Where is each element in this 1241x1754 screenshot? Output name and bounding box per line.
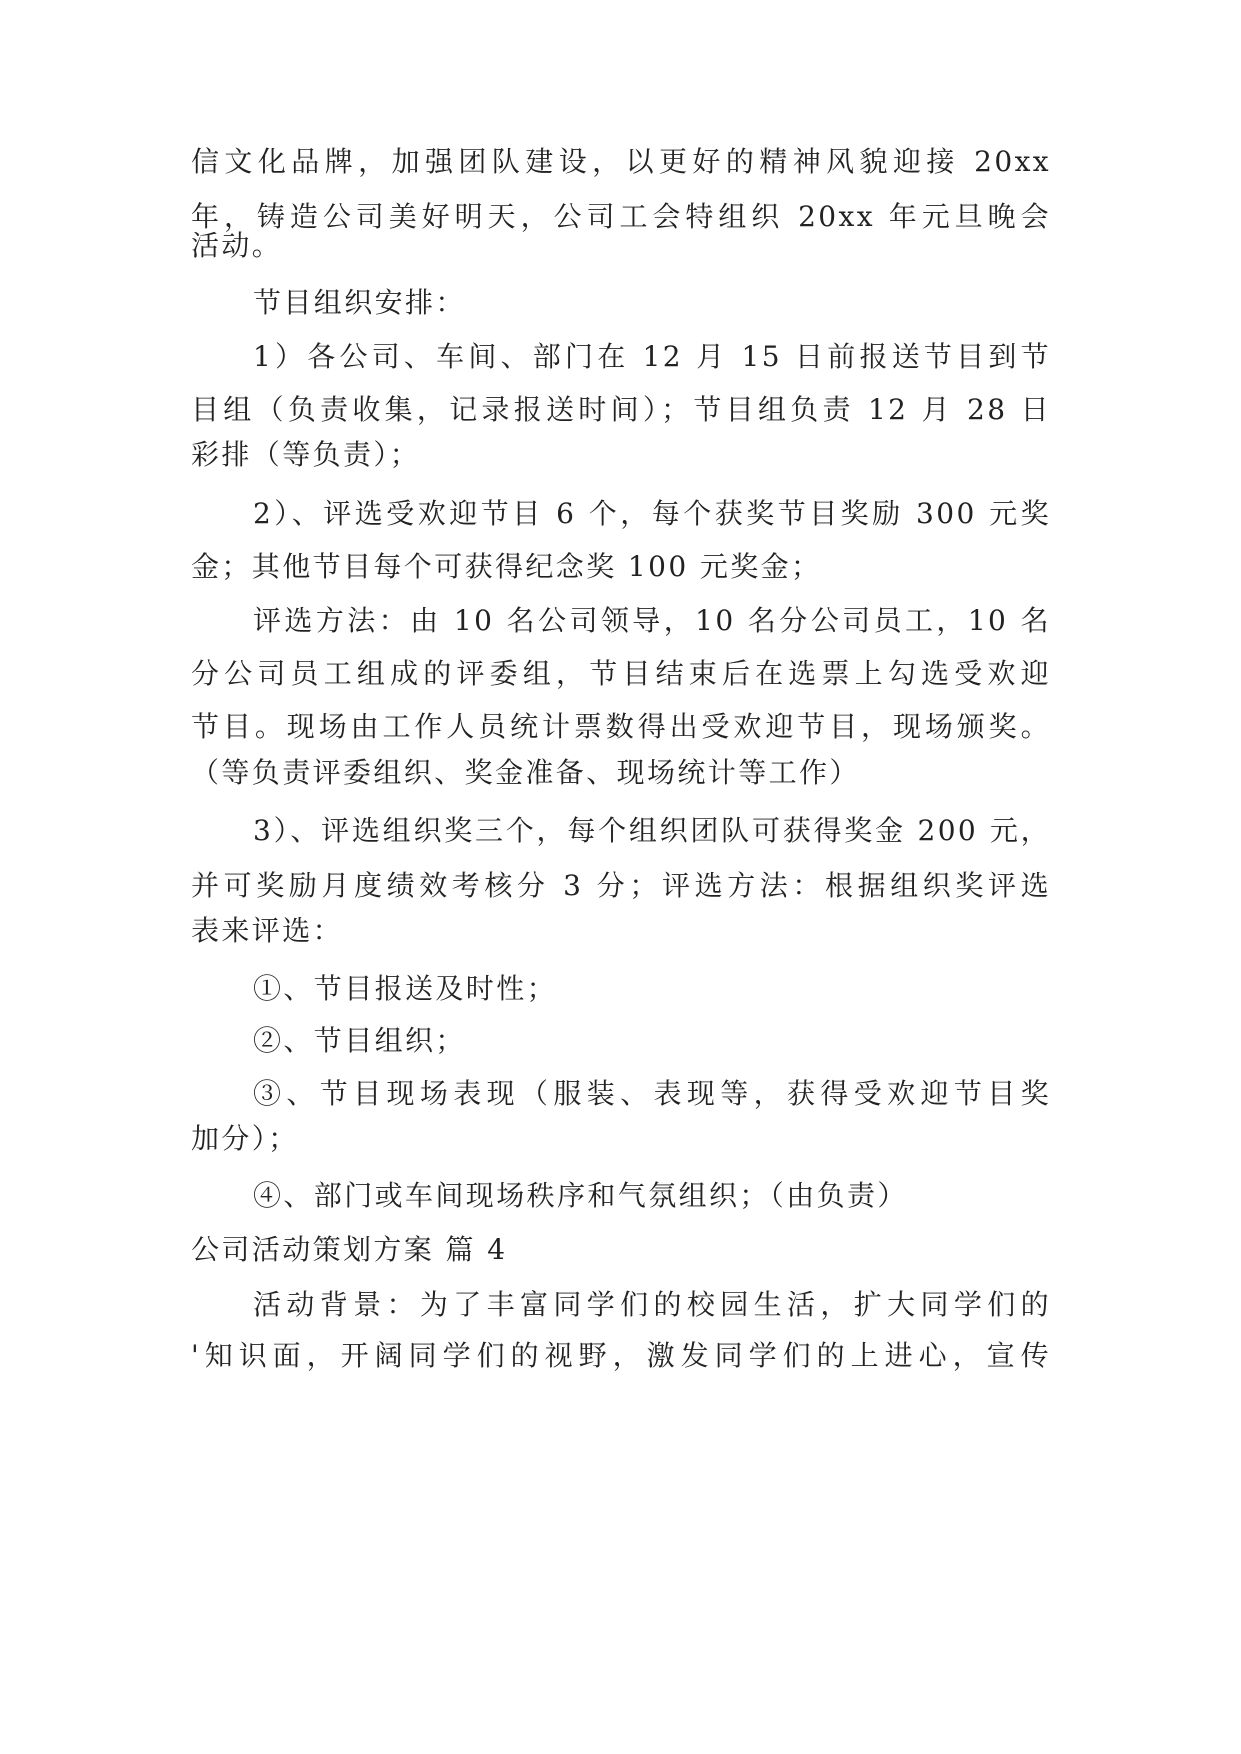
paragraph-line: 节目组织安排：	[253, 286, 466, 319]
paragraph-line: 活动背景：为了丰富同学们的校园生活，扩大同学们的	[253, 1288, 1051, 1321]
paragraph-line: 公司活动策划方案 篇 4	[191, 1233, 508, 1266]
paragraph-line: 年，铸造公司美好明天，公司工会特组织 20xx 年元旦晚会	[191, 200, 1051, 233]
paragraph-line: 评选方法：由 10 名公司领导，10 名分公司员工，10 名	[253, 604, 1051, 637]
paragraph-line: （等负责评委组织、奖金准备、现场统计等工作）	[191, 756, 860, 789]
paragraph-line: 金；其他节目每个可获得纪念奖 100 元奖金；	[191, 550, 822, 583]
paragraph-line: 彩排（等负责）；	[191, 438, 421, 471]
paragraph-line: ①、节目报送及时性；	[253, 972, 558, 1005]
paragraph-line: ③、节目现场表现（服装、表现等，获得受欢迎节目奖	[253, 1077, 1051, 1110]
paragraph-line: 3）、评选组织奖三个，每个组织团队可获得奖金 200 元，	[253, 814, 1051, 847]
paragraph-line: 表来评选：	[191, 914, 344, 947]
paragraph-line: 加分）；	[191, 1122, 299, 1155]
paragraph-line: ④、部门或车间现场秩序和气氛组织；（由负责）	[253, 1179, 908, 1212]
paragraph-line: 活动。	[191, 229, 283, 262]
paragraph-line: 信文化品牌，加强团队建设，以更好的精神风貌迎接 20xx	[191, 145, 1051, 178]
paragraph-line: 分公司员工组成的评委组，节目结束后在选票上勾选受欢迎	[191, 657, 1051, 690]
paragraph-line: '知识面，开阔同学们的视野，激发同学们的上进心，宣传	[191, 1339, 1051, 1372]
paragraph-line: ②、节目组织；	[253, 1024, 466, 1057]
paragraph-line: 1）各公司、车间、部门在 12 月 15 日前报送节目到节	[253, 340, 1051, 373]
paragraph-line: 节目。现场由工作人员统计票数得出受欢迎节目，现场颁奖。	[191, 710, 1051, 743]
paragraph-line: 并可奖励月度绩效考核分 3 分；评选方法：根据组织奖评选	[191, 869, 1051, 902]
paragraph-line: 2）、评选受欢迎节目 6 个，每个获奖节目奖励 300 元奖	[253, 497, 1051, 530]
paragraph-line: 目组（负责收集，记录报送时间）；节目组负责 12 月 28 日	[191, 393, 1051, 426]
